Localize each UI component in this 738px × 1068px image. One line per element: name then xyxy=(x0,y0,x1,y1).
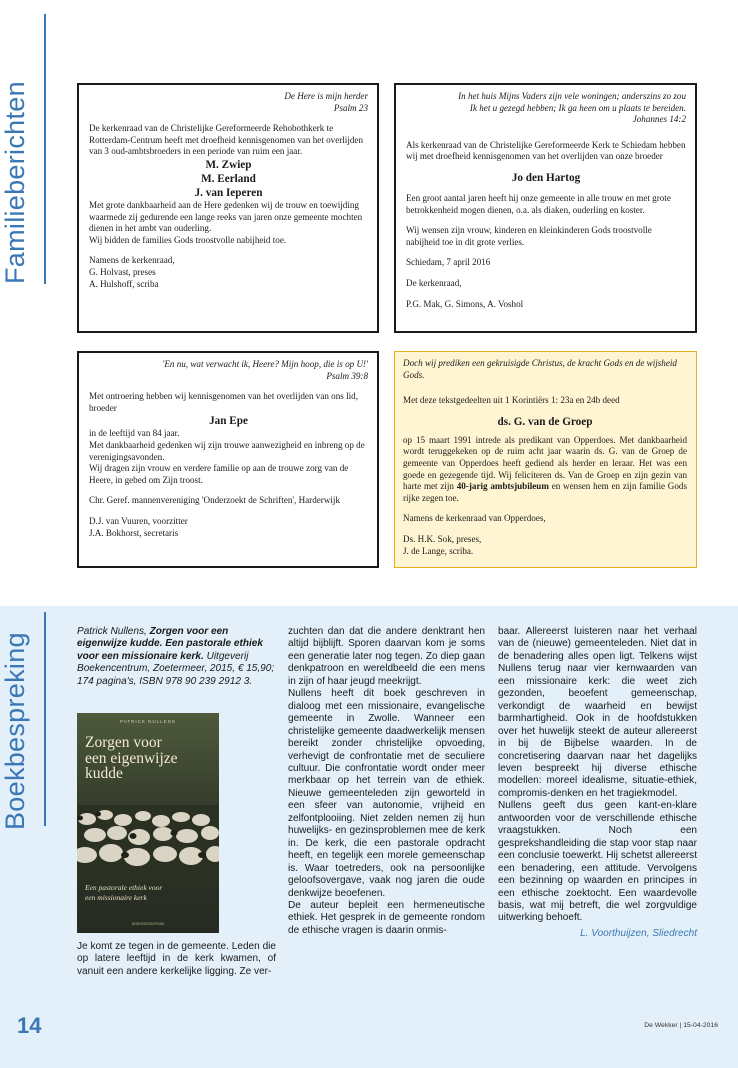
cover-author: PATRICK NULLENS xyxy=(120,719,176,724)
notice-body: Met grote dankbaarheid aan de Here gedenken wij de trouw en toewijding waarmede zij gedurende een lange reeks van jaren onze gemeente mochten dienen in het ambt van ouderling. xyxy=(89,199,363,234)
book-title: Zorgen voor een eigenwijze kudde. Een pastorale ethiek voor een missionaire kerk. xyxy=(77,626,263,662)
motto-line: Doch wij prediken een gekruisigde Christus, de kracht Gods en de wijsheid Gods. xyxy=(403,358,677,380)
motto-reference: Psalm 23 xyxy=(333,102,368,113)
notice-intro: Als kerkenraad van de Christelijke Gereformeerde Kerk te Schiedam hebben wij met droefheid kennisgenomen van het overlijden van onze broeder xyxy=(406,139,686,162)
deceased-name: Jo den Hartog xyxy=(511,171,581,184)
motto-reference: Psalm 39:8 xyxy=(326,370,368,381)
section-rule-boekbespreking xyxy=(44,612,46,826)
page-number: 14 xyxy=(17,1013,42,1038)
notice-body: Met dankbaarheid gedenken wij zijn trouwe aanwezigheid en inbreng op de verenigingsavonden. xyxy=(89,439,365,462)
notice-body: Wij dragen zijn vrouw en verdere familie op aan de trouwe zorg van de Heere, in gebed om Zijn troost. xyxy=(89,463,349,485)
book-cover-image xyxy=(77,713,219,933)
motto-line: 'En nu, wat verwacht ik, Heere? Mijn hoop, die is op U!' xyxy=(162,359,368,369)
death-notice-rotterdam xyxy=(77,83,379,333)
signers: P.G. Mak, G. Simons, A. Voshol xyxy=(406,298,524,309)
notice-organisation: Chr. Geref. mannenvereniging 'Onderzoekt de Schriften', Harderwijk xyxy=(89,495,340,506)
notice-signoff: Namens de kerkenraad, xyxy=(89,255,175,266)
review-column-2 xyxy=(288,626,485,937)
signer: G. Holvast, preses xyxy=(89,266,156,277)
deceased-name: M. Zwiep xyxy=(205,158,252,171)
cover-publisher: BOEKENCENTRUM xyxy=(131,922,165,926)
signer: D.J. van Vuuren, voorzitter xyxy=(89,515,188,526)
notice-intro: Met deze tekstgedeelten uit 1 Korintiërs 1: 23a en 24b deed xyxy=(403,395,620,406)
notice-body: op 15 maart 1991 intrede als predikant van Opperdoes. Met dankbaarheid wordt teruggekeken op de ruim acht jaar waarin ds. G. van de Groep de gemeente van Opperdoes heeft gediend als herder en leraar. Het was een goede en gezegende tijd. Wij feliciteren ds. Van de Groep en zijn gezin van harte met zijn 40-jarig ambtsjubileum en wensen hem en zijn familie Gods rijke zegen toe. xyxy=(403,434,687,503)
motto-line: De Here is mijn herder xyxy=(284,91,368,101)
book-reference: Patrick Nullens, Zorgen voor een eigenwijze kudde. Een pastorale ethiek voor een missionaire kerk. Uitgeverij Boekencentrum, Zoetermeer, 2015, € 15,90; 174 pagina's, ISBN 978 90 239 2912 3. xyxy=(77,626,275,687)
notice-signoff: Namens de kerkenraad van Opperdoes, xyxy=(403,513,546,524)
book-publication-info: Uitgeverij Boekencentrum, Zoetermeer, 2015, € 15,90; 174 pagina's, ISBN 978 90 239 2912 3. xyxy=(77,650,275,687)
notice-signoff: De kerkenraad, xyxy=(406,277,462,288)
sheep-flock-illustration xyxy=(77,805,219,885)
cover-title: Zorgen voor een eigenwijze kudde xyxy=(85,734,178,782)
review-paragraph: Je komt ze tegen in de gemeente. Leden die op latere leeftijd in de kerk kwamen, of vanuit een andere kerkelijke ligging. Ze ver- xyxy=(77,941,276,977)
notice-age: in de leeftijd van 84 jaar. xyxy=(89,428,180,439)
motto-line: Ik het u gezegd hebben; Ik ga heen om u plaats te bereiden. xyxy=(469,102,686,113)
review-paragraph: Nullens heeft dit boek geschreven in dialoog met een missionaire, evangelische gemeente in Zwolle. Wanneer een christelijke gemeente daadwerkelijk mensen bereikt zonder christelijke opvoeding, verhevigt de confrontatie met de seculiere cultuur. Die confrontatie wordt onder meer merkbaar op het terrein van de ethiek. Nieuwe gemeenteleden zijn geworteld in een sfeer van autonomie, vrijheid en zelfontplooiing. Niet zelden nemen zij hun huwelijks- en gezinsproblemen mee de kerk in. De kerk, die een pastorale opdracht heeft, en tegelijk een morele gemeenschap is. Waar toetreders, ook na persoonlijke geloofsovergave, vaak nog jaren die oude denkwijze beoefenen. xyxy=(288,688,485,899)
review-column-1-body xyxy=(77,941,276,978)
review-paragraph: De auteur bepleit een hermeneutische ethiek. Het gesprek in de gemeente rondom de ethische vragen is daarin onmis- xyxy=(288,899,485,936)
death-notice-schiedam xyxy=(394,83,697,333)
review-paragraph: zuchten dan dat die andere denktrant hen altijd bijblijft. Sporen daarvan kom je soms een generatie later nog tegen. Zo diep gaan denkpatroon en wereldbeeld die een mens in zijn of haar jeugd meekrijgt. xyxy=(288,626,485,687)
death-notice-harderwijk xyxy=(77,351,379,568)
reviewer-signature: L. Voorthuijzen, Sliedrecht xyxy=(580,927,697,939)
deceased-name: M. Eerland xyxy=(201,172,256,185)
section-rule-familieberichten xyxy=(44,14,46,284)
notice-intro: Met ontroering hebben wij kennisgenomen van het overlijden van ons lid, broeder xyxy=(89,391,358,413)
motto-line: In het huis Mijns Vaders zijn vele woningen; anderszins zo zou xyxy=(458,91,686,101)
notice-place-date: Schiedam, 7 april 2016 xyxy=(406,257,491,268)
jubilee-notice-opperdoes xyxy=(394,351,697,568)
publication-footer: De Wekker | 15-04-2016 xyxy=(644,1022,718,1029)
signer: J. de Lange, scriba. xyxy=(403,545,474,556)
section-title-familieberichten: Familieberichten xyxy=(0,81,30,284)
deceased-name: Jan Epe xyxy=(209,415,248,428)
signer: J.A. Bokhorst, secretaris xyxy=(89,527,179,538)
motto-reference: Johannes 14:2 xyxy=(632,114,686,125)
review-column-1 xyxy=(77,626,276,688)
deceased-name: J. van Ieperen xyxy=(194,186,263,199)
notice-body: Wij wensen zijn vrouw, kinderen en kleinkinderen Gods troostvolle nabijheid toe in dit grote verlies. xyxy=(406,225,652,247)
cover-subtitle: Een pastorale ethiek voor een missionaire kerk xyxy=(85,883,163,902)
jubilee-name: ds. G. van de Groep xyxy=(497,415,593,428)
review-column-3 xyxy=(498,626,697,940)
review-paragraph: baar. Allereerst luisteren naar het verhaal van de (nieuwe) gemeenteleden. Niet dat in de benadering alles open ligt. Telkens wijst Nullens terug naar vier kernwaarden van een missionaire kerk: die weet zich gezonden, beoefent gemeenschap, verkondigt de waarheid en bewijst barmhartigheid. Ook in de hoofdstukken over het huwelijk steekt de auteur allereerst in bij de Bijbelse waarden. In de concretisering daarvan naar het dagelijks leven bespreekt hij diverse ethische modellen: moreel idealisme, situatie-ethiek, compromis-denken en het tragiekmodel. xyxy=(498,626,697,799)
notice-intro: De kerkenraad van de Christelijke Gereformeerde Rehobothkerk te Rotterdam-Centrum heeft met droefheid kennisgenomen van het overlijden van 3 oud-ambtsbroeders in een periode van ruim een jaar. xyxy=(89,123,363,157)
review-paragraph: Nullens geeft dus geen kant-en-klare antwoorden voor de verschillende ethische vraagstukken. Noch een gesprekshandleiding die stap voor stap naar een conclusie toewerkt. Hij schetst allereerst een benadering, een attitude. Vervolgens een bezinning op waarden en principes in een ethische zoektocht. Een waardevolle basis, wat mij betreft, die wel zorgvuldige uitwerking behoeft. xyxy=(498,800,697,924)
notice-body: Wij bidden de families Gods troostvolle nabijheid toe. xyxy=(89,234,287,245)
section-title-boekbespreking: Boekbespreking xyxy=(0,632,30,830)
jubilee-highlight: 40-jarig ambtsjubileum xyxy=(456,481,549,492)
signer: A. Hulshoff, scriba xyxy=(89,278,159,289)
signer: Ds. H.K. Sok, preses, xyxy=(403,533,482,544)
notice-body: Een groot aantal jaren heeft hij onze gemeente in alle trouw en met grote betrokkenheid mogen dienen, o.a. als diaken, ouderling en koster. xyxy=(406,192,671,215)
